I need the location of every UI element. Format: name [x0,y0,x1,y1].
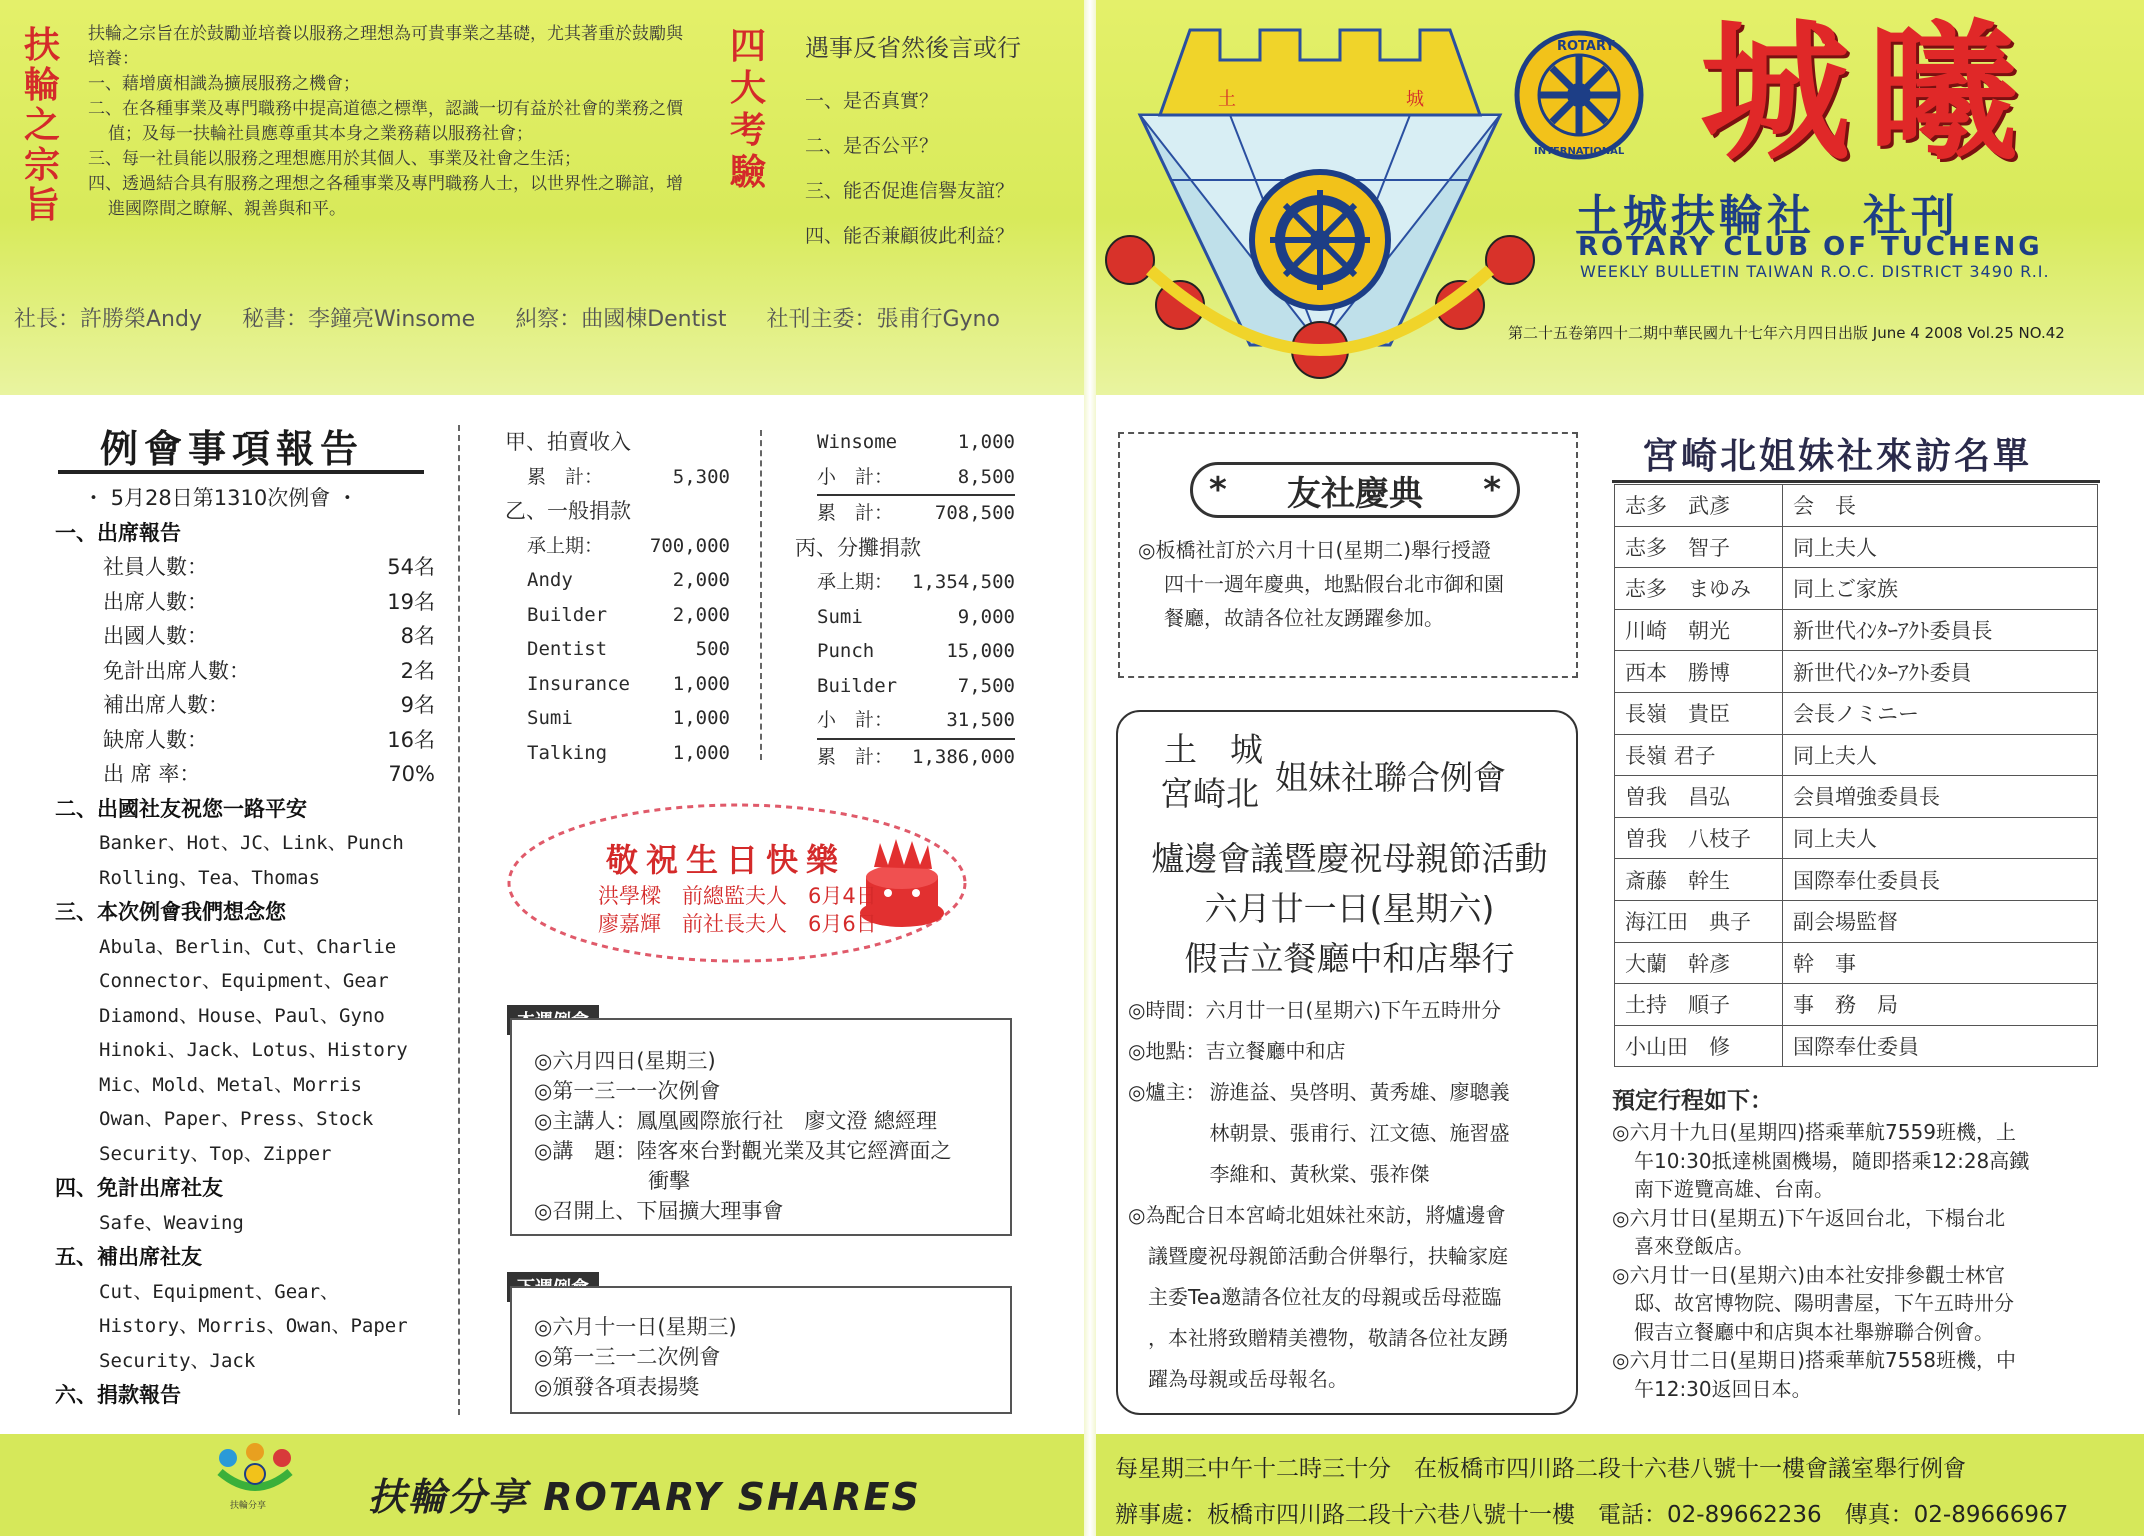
purpose-item: 三、每一社員能以服務之理想應用於其個人、事業及社會之生活； [88,149,581,169]
shared-heading: 丙、分攤捐款 [795,535,921,560]
visitor-role: 会員増強委員長 [1783,776,2098,818]
donation-name: Talking [527,741,608,764]
visitor-name: 長嶺 君子 [1615,734,1783,776]
joint-clubs [1160,728,1263,816]
celebration-title-pill [1190,462,1520,518]
donation-row [527,701,730,736]
visitor-name: 曽我 昌弘 [1615,776,1783,818]
donation-amount: 7,500 [957,674,1015,697]
donation-name: Builder [527,603,608,626]
visitor-name: 川崎 朝光 [1615,609,1783,651]
joint-club-a: 土 城 [1164,730,1263,769]
visitor-name: 西本 勝博 [1615,651,1783,693]
donation-amount: 1,000 [672,672,730,695]
name-line: Abula、Berlin、Cut、Charlie [99,935,397,958]
donation-row [817,496,1015,531]
schedule-item [1612,1346,2132,1403]
visitor-title: 宮崎北姐妹社來訪名單 [1642,436,2033,477]
general-list [505,529,730,771]
birthday-role: 前總監夫人 [682,884,787,908]
visitor-role: 会 長 [1783,485,2098,527]
purpose-block [88,22,683,222]
visitor-role: 国際奉仕委員 [1783,1025,2098,1067]
attendance-value: 16名 [387,727,435,752]
logo-text-bottom: INTERNATIONAL [1534,146,1625,157]
purpose-vertical-title: 扶輪之宗旨 [23,25,60,226]
birthday-role: 前社長夫人 [682,912,787,936]
visitor-row [1615,651,2098,693]
donation-row [527,667,730,702]
purpose-item: 四、透過結合具有服務之理想之各種事業及專門職務人士，以世界性之聯誼，增進國際間之瞭解、親善與和平。 [88,174,683,219]
donation-row [817,460,1015,497]
donation-amount: 1,386,000 [912,745,1015,768]
attendance-row [103,550,435,585]
attendance-value: 70% [388,762,435,786]
logo-text-top: ROTARY [1557,39,1615,54]
name-line: Rolling、Tea、Thomas [99,866,321,889]
donation-row [817,600,1015,635]
joint-line: 六月廿一日(星期六) [1204,889,1495,928]
test-item: 一、是否真實？ [805,90,939,112]
joint-heading-tail: 姐妹社聯合例會 [1275,758,1506,797]
visitor-name: 斎藤 幹生 [1615,859,1783,901]
report-title: 例會事項報告 [100,427,365,471]
donation-name: 小 計： [817,709,894,731]
donation-name: 小 計： [817,465,894,488]
donation-row [817,740,1015,775]
meeting-line: ・ 5月28日第1310次例會 ・ [83,486,358,510]
donation-row [527,736,730,771]
visitor-row [1615,609,2098,651]
birthday-name: 洪學樑 [598,884,661,908]
officer-sergeant: 糾察：曲國棟Dentist [515,307,727,332]
rotary-logo-icon [1512,28,1647,163]
donation-name: 累 計： [817,745,894,768]
rotary-shares-logo-icon [210,1442,300,1512]
donation-name: Builder [817,674,898,697]
visitor-row [1615,776,2098,818]
column-divider [458,425,460,1415]
donation-row [817,634,1015,669]
donation-row [527,598,730,633]
office-info: 辦事處：板橋市四川路二段十六巷八號十一樓 電話：02-89662236 傳真：02-89666967 [1115,1502,2069,1526]
club-name: 土城扶輪社 社刊 [1575,191,1959,242]
donation-amount: 2,000 [672,603,730,626]
visitor-name: 長嶺 貴臣 [1615,692,1783,734]
attendance-row [103,585,435,620]
host-line: 游進益、吳啓明、黃秀雄、廖聰義 [1209,1080,1510,1104]
donation-row [817,565,1015,600]
visitor-row [1615,817,2098,859]
purpose-item: 二、在各種事業及專門職務中提高道德之標準，認識一切有益於社會的業務之價值；及每一扶輪社員應尊重其本身之業務藉以服務社會； [88,99,683,144]
rotary-shares-title: 扶輪分享 ROTARY SHARES [368,1475,921,1519]
attendance-label: 缺席人數： [103,727,208,752]
visitor-name: 志多 武彥 [1615,485,1783,527]
visitor-role: 新世代ｲﾝﾀｰｱｸﾄ委員 [1783,651,2098,693]
rotary-wheel-icon [1252,172,1388,308]
purpose-intro: 扶輪之宗旨在於鼓勵並培養以服務之理想為可貴事業之基礎，尤其著重於鼓勵與培養： [88,24,683,69]
test-item: 三、能否促進信譽友誼？ [805,180,1015,202]
attendance-row [103,654,435,689]
donation-amount: 708,500 [934,502,1015,524]
birthday-list [598,882,877,938]
this-week-line: ◎六月四日(星期三) [534,1049,716,1073]
note-line: 主委Tea邀請各位社友的母親或岳母蒞臨 [1148,1285,1502,1309]
asterisk-icon: * [1483,470,1501,510]
attendance-value: 2名 [400,658,435,683]
this-week-box [510,1018,1012,1236]
makeup-heading: 五、補出席社友 [55,1245,202,1269]
visitor-role: 副会場監督 [1783,900,2098,942]
bulletin-line: WEEKLY BULLETIN TAIWAN R.O.C. DISTRICT 3490 R.I. [1580,262,2050,281]
makeup-list [55,1275,435,1379]
schedule-line: ◎六月十九日(星期四)搭乘華航7559班機，上 [1612,1120,2016,1144]
donation-row [817,703,1015,740]
name-line: Safe、Weaving [99,1211,244,1234]
schedule-line: 喜來登飯店。 [1634,1234,1754,1258]
visitor-row [1615,900,2098,942]
schedule-list [1612,1118,2132,1403]
four-way-test-title: 四大考驗 [729,26,766,193]
visitor-role: 事 務 局 [1783,984,2098,1026]
auction-heading: 甲、拍賣收入 [505,430,631,454]
visitor-row [1615,526,2098,568]
donation-row [817,669,1015,704]
donation-amount: 1,000 [672,707,730,729]
donation-amount: 700,000 [649,534,730,557]
visitor-name: 大蘭 幹彥 [1615,942,1783,984]
donation-amount: 1,354,500 [912,571,1015,593]
birthday-date: 6月6日 [808,912,877,936]
four-way-test-block [805,26,1065,259]
name-line: Security、Jack [99,1349,256,1372]
donation-name: 累 計： [527,465,604,488]
donation-amount: 2,000 [672,569,730,591]
name-line: Hinoki、Jack、Lotus、History [99,1039,408,1061]
donation-row [527,632,730,667]
visitor-row [1615,1025,2098,1067]
donation-amount: 8,500 [957,465,1015,488]
birthday-row [598,910,877,938]
asterisk-icon: * [1209,470,1227,510]
donations-col-b [795,425,1015,774]
schedule-line: 假吉立餐廳中和店與本社舉辦聯合例會。 [1634,1319,1994,1344]
visitor-role: 幹 事 [1783,942,2098,984]
test-intro: 遇事反省然後言或行 [805,34,1021,62]
donation-row [527,529,730,564]
masthead-title: 城曦 [1700,5,2037,181]
rotary-shares-logo-text: 扶輪分享 [230,1501,267,1511]
joint-club-b: 宮崎北 [1160,774,1259,813]
next-week-line: ◎六月十一日(星期三) [534,1315,737,1339]
joint-note [1128,1195,1573,1400]
diamond-emblem [1090,20,1540,380]
schedule-line: 邸、故宮博物院、陽明書屋，下午五時卅分 [1634,1291,2014,1315]
next-week-line: ◎頒發各項表揚獎 [534,1375,700,1399]
officer-editor: 社刊主委：張甫行Gyno [766,307,1000,332]
joint-hosts-list [1205,1072,1509,1195]
officers-row [14,302,1074,333]
visitor-name: 土持 順子 [1615,984,1783,1026]
club-name-en: ROTARY CLUB OF TUCHENG [1578,232,2043,262]
celebration-text [1138,533,1570,635]
report-body [55,481,435,1413]
diamond-label-right: 城 [1406,89,1424,110]
visitor-row [1615,734,2098,776]
this-week-line: ◎主講人：鳳凰國際旅行社 廖文澄 總經理 [534,1109,937,1133]
schedule-line: 午12:30返回日本。 [1634,1376,1812,1401]
donation-amount: 1,000 [672,741,730,764]
visitor-name: 志多 智子 [1615,526,1783,568]
note-line: ，本社將致贈精美禮物，敬請各位社友踴 [1148,1326,1508,1350]
name-line: Banker、Hot、JC、Link、Punch [99,832,404,854]
name-line: Mic、Mold、Metal、Morris [99,1073,362,1096]
visitor-role: 新世代ｲﾝﾀｰｱｸﾄ委員長 [1783,609,2098,651]
schedule-item [1612,1118,2132,1204]
missed-heading: 三、本次例會我們想念您 [55,900,286,924]
issue-line: 第二十五卷第四十二期中華民國九十七年六月四日出版 June 4 2008 Vol.25 NO.42 [1508,324,2065,342]
attendance-value: 9名 [400,693,435,717]
donation-name: Winsome [817,431,898,453]
donation-name: Sumi [527,707,573,729]
next-week-line: ◎第一三一二次例會 [534,1345,721,1369]
general-heading: 乙、一般捐款 [505,499,631,523]
test-item: 四、能否兼顧彼此利益？ [805,225,1015,247]
donation-amount: 15,000 [946,640,1015,662]
donation-amount: 500 [695,638,730,660]
donations-col-a [505,425,730,770]
visitor-name: 志多 まゆみ [1615,568,1783,610]
schedule-title: 預定行程如下： [1612,1088,1773,1114]
attendance-label: 免計出席人數： [103,658,250,683]
birthday-date: 6月4日 [808,884,877,908]
donation-name: Insurance [527,672,630,695]
host-line: 李維和、黃秋棠、張祚傑 [1209,1162,1430,1186]
visitor-row [1615,568,2098,610]
host-line: 林朝景、張甫行、江文德、施習盛 [1209,1121,1510,1145]
next-week-box [510,1286,1012,1414]
celebration-title: 友社慶典 [1287,473,1423,514]
name-line: Connector、Equipment、Gear [99,970,389,992]
test-item: 二、是否公平？ [805,135,939,157]
attendance-row [103,619,435,654]
donation-name: Punch [817,640,875,662]
officer-secretary: 秘書：李鐘亮Winsome [241,307,476,332]
celebration-line: ◎板橋社訂於六月十日(星期二)舉行授證 [1138,538,1492,562]
attendance-label: 出國人數： [103,624,208,648]
visitor-row [1615,692,2098,734]
schedule-item [1612,1261,2132,1347]
schedule-line: ◎六月廿二日(星期日)搭乘華航7558班機，中 [1612,1348,2016,1372]
birthday-name: 廖嘉輝 [598,912,661,936]
donation-amount: 1,000 [957,431,1015,453]
note-line: ◎為配合日本宮崎北姐妹社來訪，將爐邊會 [1128,1203,1506,1227]
visitor-role: 同上ご家族 [1783,568,2098,610]
attendance-label: 出 席 率： [103,762,201,786]
schedule-line: 南下遊覽高雄、台南。 [1634,1177,1834,1201]
name-line: Cut、Equipment、Gear、 [99,1280,340,1303]
donation-row [817,425,1015,460]
joint-line: 假吉立餐廳中和店舉行 [1184,939,1515,978]
schedule-line: ◎六月廿日(星期五)下午返回台北，下榻台北 [1612,1205,2006,1230]
donation-name: Andy [527,569,573,591]
donation-name: 承上期： [817,571,894,593]
missed-list [55,930,435,1172]
joint-time: ◎時間：六月廿一日(星期六)下午五時卅分 [1128,998,1502,1022]
schedule-item [1612,1204,2132,1261]
donation-amount: 5,300 [672,465,730,488]
attendance-label: 社員人數： [103,555,208,579]
joint-details [1128,990,1573,1400]
attendance-value: 19名 [387,589,435,614]
note-line: 躍為母親或岳母報名。 [1148,1367,1348,1391]
name-line: Diamond、House、Paul、Gyno [99,1004,385,1027]
attendance-row [103,688,435,723]
donation-row [527,563,730,598]
this-week-line: ◎講 題：陸客來台對觀光業及其它經濟面之 [534,1139,952,1163]
abroad-list [55,826,435,895]
joint-hosts [1128,1072,1573,1195]
donation-amount: 9,000 [957,605,1015,628]
donation-amount: 31,500 [946,709,1015,731]
visitor-name: 曽我 八枝子 [1615,817,1783,859]
joint-heading-block [1122,834,1577,984]
birthday-title: 敬祝生日快樂 [606,841,847,879]
exempt-heading: 四、免計出席社友 [55,1176,223,1200]
name-line: History、Morris、Owan、Paper [99,1315,408,1337]
visitor-table [1614,484,2098,1067]
this-week-line: ◎召開上、下屆擴大理事會 [534,1199,784,1223]
exempt-list [55,1206,435,1241]
visitor-role: 会長ノミニー [1783,692,2098,734]
name-line: Security、Top、Zipper [99,1142,332,1165]
note-line: 議暨慶祝母親節活動合併舉行，扶輪家庭 [1148,1244,1508,1268]
attendance-value: 54名 [387,555,435,579]
donation-divider [760,430,762,760]
donation-name: 累 計： [817,502,894,524]
purpose-item: 一、藉增廣相識為擴展服務之機會； [88,74,360,94]
this-week-line: ◎第一三一一次例會 [534,1079,721,1103]
visitor-row [1615,859,2098,901]
attendance-row [103,723,435,758]
diamond-label-left: 土 [1218,89,1236,110]
visitor-row [1615,485,2098,527]
attendance-list [55,550,435,792]
shared-list [795,565,1015,774]
attendance-label: 出席人數： [103,589,208,614]
donation-heading: 六、捐款報告 [55,1383,181,1407]
report-title-rule [58,470,424,474]
schedule-line: 午10:30抵達桃園機場，隨即搭乘12:28高鐵 [1634,1148,2030,1173]
attendance-label: 補出席人數： [103,693,229,717]
general-list-cont [795,425,1015,531]
meeting-info: 每星期三中午十二時三十分 在板橋市四川路二段十六巷八號十一樓會議室舉行例會 [1115,1456,1966,1482]
visitor-role: 同上夫人 [1783,817,2098,859]
officer-president: 社長：許勝榮Andy [14,307,202,332]
visitor-name: 海江田 典子 [1615,900,1783,942]
donation-row [505,460,730,495]
celebration-line: 四十一週年慶典，地點假台北市御和園 [1164,572,1504,596]
joint-hosts-label: ◎爐主： [1128,1080,1206,1104]
attendance-row [103,757,435,792]
donation-name: Dentist [527,638,608,660]
attendance-heading: 一、出席報告 [55,520,181,545]
birthday-row [598,882,877,910]
visitor-name: 小山田 修 [1615,1025,1783,1067]
donation-name: 承上期： [527,534,604,557]
donation-name: Sumi [817,605,863,628]
visitor-title-rule [1612,480,2100,483]
visitor-role: 同上夫人 [1783,734,2098,776]
visitor-row [1615,942,2098,984]
name-line: Owan、Paper、Press、Stock [99,1108,374,1130]
abroad-heading: 二、出國社友祝您一路平安 [55,796,307,821]
visitor-role: 同上夫人 [1783,526,2098,568]
joint-place: ◎地點：吉立餐廳中和店 [1128,1039,1346,1063]
attendance-value: 8名 [400,624,435,648]
this-week-line: 衝擊 [648,1169,690,1193]
celebration-line: 餐廳，故請各位社友踴躍參加。 [1164,606,1444,630]
joint-line: 爐邊會議暨慶祝母親節活動 [1151,839,1548,878]
schedule-line: ◎六月廿一日(星期六)由本社安排參觀士林官 [1612,1262,2006,1287]
visitor-role: 国際奉仕委員長 [1783,859,2098,901]
visitor-row [1615,984,2098,1026]
